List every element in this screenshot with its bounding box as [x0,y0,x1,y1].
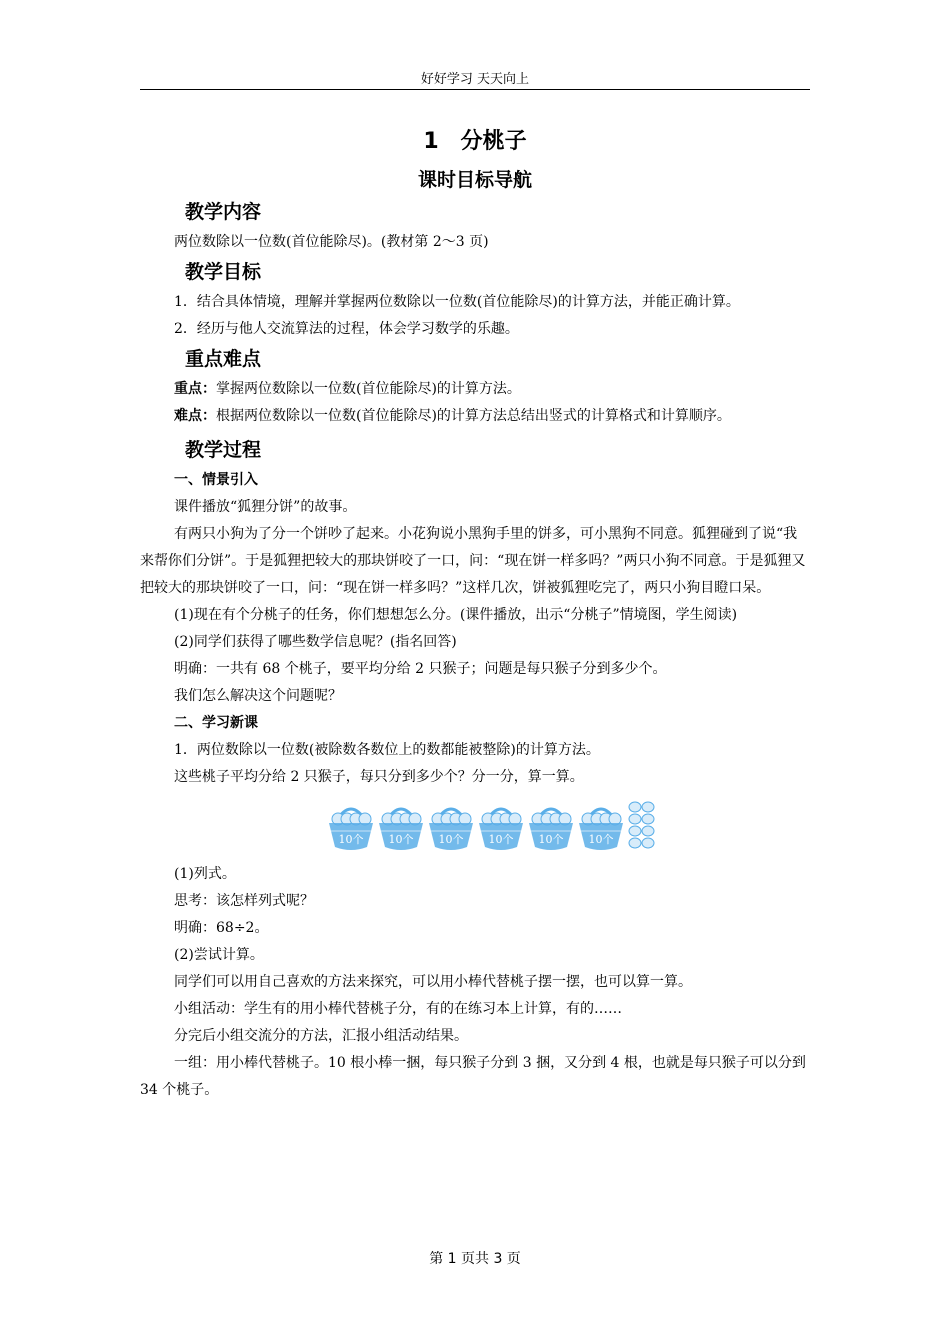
goal-1: 1．结合具体情境，理解并掌握两位数除以一位数(首位能除尽)的计算方法，并能正确计算。 [174,294,740,310]
content-body [140,196,810,1104]
basket-label: 10个 [438,833,464,846]
basket [479,809,523,850]
basket [529,809,573,850]
basket [429,809,473,850]
part1-heading: 一、情景引入 [174,472,258,488]
difficult-point-label: 难点： [174,408,216,424]
difficult-point [140,403,810,430]
basket [329,809,373,850]
paragraph-15: 分完后小组交流分的方法，汇报小组活动结果。 [174,1028,468,1044]
paragraph-6: 我们怎么解决这个问题呢？ [174,688,342,704]
paragraph-8: 这些桃子平均分给 2 只猴子，每只分到多少个？分一分，算一算。 [174,769,584,785]
key-point-label: 重点： [174,381,216,397]
basket-label: 10个 [388,833,414,846]
paragraph-12: (2)尝试计算。 [174,947,264,963]
heading-teaching-process: 教学过程 [185,439,262,461]
header-rule [140,89,810,90]
peach-baskets-illustration [140,793,810,857]
paragraph-1: 课件播放“狐狸分饼”的故事。 [174,499,357,515]
paragraph-3: (1)现在有个分桃子的任务，你们想想怎么分。(课件播放，出示“分桃子”情境图，学生阅读) [174,607,738,623]
paragraph-7: 1．两位数除以一位数(被除数各数位上的数都能被整除)的计算方法。 [174,742,600,758]
basket-label: 10个 [538,833,564,846]
lesson-title: 1 分桃子 [423,129,527,154]
paragraph-10: 思考：该怎样列式呢？ [174,893,314,909]
paragraph-16: 一组：用小棒代替桃子。10 根小棒一捆，每只猴子分到 3 捆，又分到 4 根，也就是每只猴子可以分到 34 个桃子。 [140,1055,806,1098]
paragraph-2: 有两只小狗为了分一个饼吵了起来。小花狗说小黑狗手里的饼多，可小黑狗不同意。狐狸碰到了说“我来帮你们分饼”。于是狐狸把较大的那块饼咬了一口，问：“现在饼一样多吗？”两只小狗不同意。于是狐狸又把较大的那块饼咬了一口，问：“现在饼一样多吗？”这样几次，饼被狐狸吃完了，两只小狗目瞪口呆。 [140,526,806,596]
goal-2: 2．经历与他人交流算法的过程，体会学习数学的乐趣。 [174,321,519,337]
paragraph-11: 明确：68÷2。 [174,920,269,936]
paragraph-4: (2)同学们获得了哪些数学信息呢？(指名回答) [174,634,457,650]
loose-peach [629,802,641,812]
basket-label: 10个 [588,833,614,846]
key-point-text: 掌握两位数除以一位数(首位能除尽)的计算方法。 [216,381,521,397]
teaching-content-text: 两位数除以一位数(首位能除尽)。(教材第 2～3 页) [174,234,489,250]
part2-heading: 二、学习新课 [174,715,258,731]
basket [379,809,423,850]
loose-peach [642,802,654,812]
loose-peach [629,814,641,824]
paragraph-14: 小组活动：学生有的用小棒代替桃子分，有的在练习本上计算，有的…… [174,1001,622,1017]
loose-peach [642,838,654,848]
paragraph-5: 明确：一共有 68 个桃子，要平均分给 2 只猴子；问题是每只猴子分到多少个。 [174,661,667,677]
lesson-subtitle: 课时目标导航 [417,169,532,191]
basket-label: 10个 [488,833,514,846]
page-footer: 第 1 页共 3 页 [429,1251,521,1267]
loose-peach [629,838,641,848]
page-header: 好好学习 天天向上 [420,72,530,87]
loose-peach [642,814,654,824]
basket-label: 10个 [338,833,364,846]
heading-key-points: 重点难点 [185,348,262,370]
baskets-svg [325,797,665,855]
loose-peach [642,826,654,836]
heading-teaching-content: 教学内容 [185,201,262,223]
loose-peach [629,826,641,836]
difficult-point-text: 根据两位数除以一位数(首位能除尽)的计算方法总结出竖式的计算格式和计算顺序。 [216,408,731,424]
basket [579,809,623,850]
key-point [140,376,810,403]
heading-teaching-goals: 教学目标 [185,261,262,283]
paragraph-13: 同学们可以用自己喜欢的方法来探究，可以用小棒代替桃子摆一摆，也可以算一算。 [174,974,692,990]
paragraph-9: (1)列式。 [174,866,236,882]
